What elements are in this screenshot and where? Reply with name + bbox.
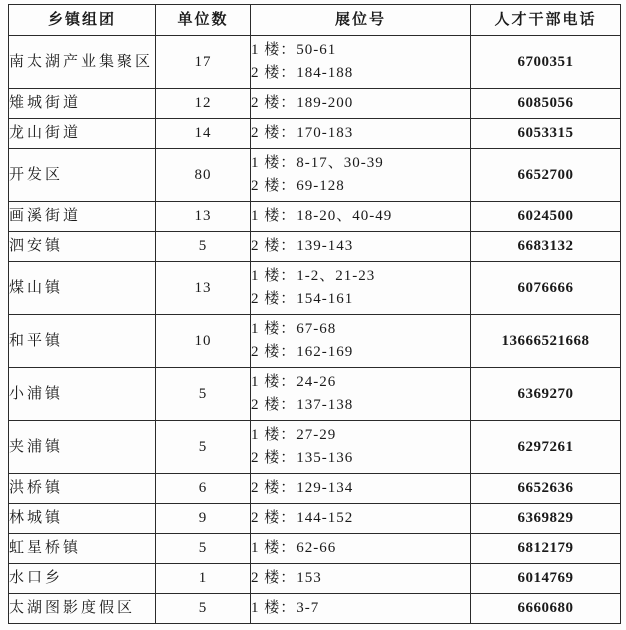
col-header-phone: 人才干部电话 <box>471 5 621 36</box>
booth-line: 1 楼：18-20、40-49 <box>251 208 393 224</box>
town-cell: 洪桥镇 <box>9 474 156 504</box>
units-cell: 10 <box>156 315 251 368</box>
phone-cell: 6369829 <box>471 504 621 534</box>
booths-cell <box>251 315 471 368</box>
table-row <box>9 504 621 534</box>
booth-line: 2 楼：139-143 <box>251 238 354 254</box>
booth-line: 2 楼：135-136 <box>251 450 354 466</box>
table-row <box>9 474 621 504</box>
town-cell: 和平镇 <box>9 315 156 368</box>
phone-cell: 6053315 <box>471 119 621 149</box>
booths-cell <box>251 149 471 202</box>
town-cell: 小浦镇 <box>9 368 156 421</box>
town-cell: 画溪街道 <box>9 202 156 232</box>
col-header-booths: 展位号 <box>251 5 471 36</box>
town-cell: 开发区 <box>9 149 156 202</box>
booth-table <box>8 4 621 624</box>
phone-cell: 6014769 <box>471 564 621 594</box>
table-row <box>9 315 621 368</box>
units-cell: 14 <box>156 119 251 149</box>
table-row <box>9 594 621 624</box>
booths-cell <box>251 36 471 89</box>
booths-cell <box>251 232 471 262</box>
booth-line: 2 楼：154-161 <box>251 291 354 307</box>
booth-line: 1 楼：62-66 <box>251 540 337 556</box>
table-row <box>9 232 621 262</box>
units-cell: 5 <box>156 421 251 474</box>
booth-line: 1 楼：8-17、30-39 <box>251 155 384 171</box>
booth-line: 2 楼：189-200 <box>251 95 354 111</box>
phone-cell: 6297261 <box>471 421 621 474</box>
town-cell: 太湖图影度假区 <box>9 594 156 624</box>
table-row <box>9 36 621 89</box>
town-cell: 煤山镇 <box>9 262 156 315</box>
booths-cell <box>251 534 471 564</box>
phone-cell: 6076666 <box>471 262 621 315</box>
units-cell: 6 <box>156 474 251 504</box>
phone-cell: 6660680 <box>471 594 621 624</box>
town-cell: 南太湖产业集聚区 <box>9 36 156 89</box>
phone-cell: 6369270 <box>471 368 621 421</box>
units-cell: 5 <box>156 232 251 262</box>
town-cell: 虹星桥镇 <box>9 534 156 564</box>
booths-cell <box>251 594 471 624</box>
table-row <box>9 89 621 119</box>
units-cell: 17 <box>156 36 251 89</box>
booth-line: 2 楼：162-169 <box>251 344 354 360</box>
phone-cell: 6652636 <box>471 474 621 504</box>
booth-line: 2 楼：170-183 <box>251 125 354 141</box>
units-cell: 5 <box>156 534 251 564</box>
phone-cell: 6024500 <box>471 202 621 232</box>
town-cell: 龙山街道 <box>9 119 156 149</box>
table-row <box>9 564 621 594</box>
phone-cell: 6652700 <box>471 149 621 202</box>
phone-cell: 6812179 <box>471 534 621 564</box>
booths-cell <box>251 119 471 149</box>
booths-cell <box>251 262 471 315</box>
col-header-town: 乡镇组团 <box>9 5 156 36</box>
units-cell: 80 <box>156 149 251 202</box>
town-cell: 泗安镇 <box>9 232 156 262</box>
table-body <box>9 36 621 624</box>
town-cell: 雉城街道 <box>9 89 156 119</box>
col-header-units: 单位数 <box>156 5 251 36</box>
booths-cell <box>251 89 471 119</box>
table-row <box>9 262 621 315</box>
booths-cell <box>251 564 471 594</box>
booth-line: 1 楼：27-29 <box>251 427 337 443</box>
units-cell: 9 <box>156 504 251 534</box>
booth-line: 2 楼：129-134 <box>251 480 354 496</box>
booth-line: 2 楼：69-128 <box>251 178 345 194</box>
table-row <box>9 149 621 202</box>
table-row <box>9 368 621 421</box>
table-row <box>9 202 621 232</box>
booths-cell <box>251 202 471 232</box>
table-row <box>9 119 621 149</box>
booth-line: 1 楼：67-68 <box>251 321 337 337</box>
units-cell: 12 <box>156 89 251 119</box>
units-cell: 5 <box>156 594 251 624</box>
town-cell: 夹浦镇 <box>9 421 156 474</box>
booth-line: 2 楼：144-152 <box>251 510 354 526</box>
table-row <box>9 421 621 474</box>
booth-line: 1 楼：3-7 <box>251 600 320 616</box>
units-cell: 13 <box>156 262 251 315</box>
town-cell: 林城镇 <box>9 504 156 534</box>
booth-line: 1 楼：1-2、21-23 <box>251 268 376 284</box>
booths-cell <box>251 474 471 504</box>
phone-cell: 6700351 <box>471 36 621 89</box>
booths-cell <box>251 368 471 421</box>
phone-cell: 6085056 <box>471 89 621 119</box>
header-row <box>9 5 621 36</box>
booth-line: 2 楼：184-188 <box>251 65 354 81</box>
table-row <box>9 534 621 564</box>
units-cell: 5 <box>156 368 251 421</box>
phone-cell: 6683132 <box>471 232 621 262</box>
phone-cell: 13666521668 <box>471 315 621 368</box>
booths-cell <box>251 421 471 474</box>
booth-line: 1 楼：24-26 <box>251 374 337 390</box>
booth-line: 2 楼：137-138 <box>251 397 354 413</box>
booths-cell <box>251 504 471 534</box>
units-cell: 1 <box>156 564 251 594</box>
town-cell: 水口乡 <box>9 564 156 594</box>
booth-line: 1 楼：50-61 <box>251 42 337 58</box>
units-cell: 13 <box>156 202 251 232</box>
booth-line: 2 楼：153 <box>251 570 322 586</box>
